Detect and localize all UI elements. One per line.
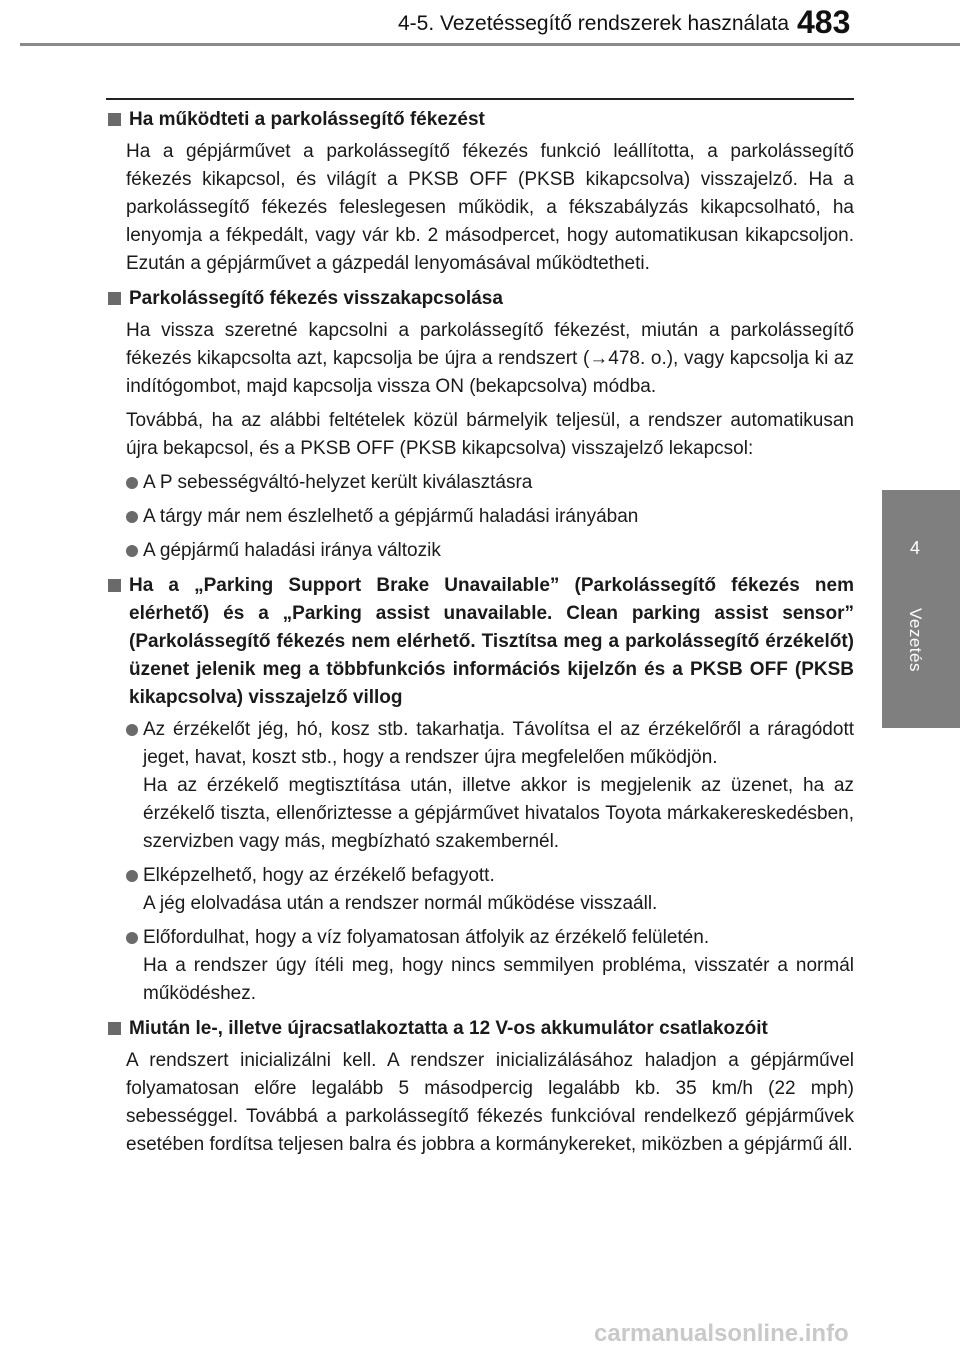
section-battery-reconnect [106, 1015, 854, 1159]
watermark-text: carmanualsonline.info [594, 1320, 849, 1347]
paragraph: Ha vissza szeretné kapcsolni a parkolássegítő fékezést, miután a parkolássegítő fékezés kikapcsolta azt, kapcsolja be újra a rendszert (→478. o.), vagy kapcsolja ki az indítógombot, majd kapcsolja vissza ON (bekapcsolva) módba. [126, 320, 854, 397]
paragraph: Továbbá, ha az alábbi feltételek közül bármelyik teljesül, a rendszer automatikusan újra bekapcsol, és a PKSB OFF (PKSB kikapcsolva) visszajelző lekapcsol: [126, 410, 854, 459]
list-item [126, 537, 854, 565]
section-heading [106, 106, 854, 134]
list-item-line: Ha az érzékelő megtisztítása után, illetve akkor is megjelenik az üzenet, ha az érzékelő tiszta, ellenőriztesse a gépjárművet hivatalos Toyota márkakereskedésben, szervizben vagy más, megbízható szakembernél. [143, 775, 854, 852]
chapter-number: 4 [909, 538, 920, 558]
list-item [126, 924, 854, 1008]
list-item-line: Elképzelhető, hogy az érzékelő befagyott. [143, 865, 495, 886]
list-item-line: Előfordulhat, hogy a víz folyamatosan átfolyik az érzékelő felületén. [143, 927, 710, 948]
section-heading [106, 572, 854, 712]
round-bullet-icon [126, 870, 138, 882]
round-bullet-icon [126, 932, 138, 944]
round-bullet-icon [126, 724, 138, 736]
chapter-side-tab [882, 490, 960, 728]
section-reactivation [106, 285, 854, 565]
list-item-text: A tárgy már nem észlelhető a gépjármű haladási irányában [143, 506, 639, 527]
list-item [126, 716, 854, 856]
square-bullet-icon [108, 113, 121, 126]
section-heading-text: Ha a „Parking Support Brake Unavailable” (Parkolássegítő fékezés nem elérhető) és a „Parking assist unavailable. Clean parking assist sensor” (Parkolássegítő fékezés nem elérhető. Tisztítsa meg a parkolássegítő érzékelőt) üzenet jelenik meg a többfunkciós információs kijelzőn és a PKSB OFF (PKSB kikapcsolva) visszajelző villog [129, 575, 854, 708]
section-heading [106, 285, 854, 313]
paragraph: A rendszert inicializálni kell. A rendszer inicializálásához haladjon a gépjárművel folyamatosan előre legalább 5 másodpercig legalább kb. 35 km/h (22 mph) sebességgel. Továbbá a parkolássegítő fékezés funkcióval rendelkező gépjárművek esetében fordítsa teljesen balra és jobbra a kormánykereket, miközben a gépjármű áll. [126, 1050, 854, 1155]
list-item-text [143, 716, 854, 856]
section-heading-text: Miután le-, illetve újracsatlakoztatta a 12 V-os akkumulátor csatlakozóit [129, 1018, 768, 1039]
section-heading-text: Ha működteti a parkolássegítő fékezést [129, 109, 485, 130]
list-item [126, 469, 854, 497]
list-item-text [143, 924, 854, 1008]
list-item-line: Ha a rendszer úgy ítéli meg, hogy nincs semmilyen probléma, visszatér a normál működéshez. [143, 955, 854, 1004]
list-item-text: A P sebességváltó-helyzet került kiválasztásra [143, 472, 533, 493]
paragraph: Ha a gépjárművet a parkolássegítő fékezés funkció leállította, a parkolássegítő fékezés kikapcsol, és világít a PKSB OFF (PKSB kikapcsolva) visszajelző. Ha a parkolássegítő fékezés feleslegesen működik, a fékszabályzás kikapcsolható, ha lenyomja a fékpedált, vagy vár kb. 2 másodpercet, hogy automatikusan kikapcsoljon. Ezután a gépjárművet a gázpedál lenyomásával működtetheti. [126, 141, 854, 274]
header-divider [20, 43, 960, 46]
page-content [106, 106, 854, 1166]
section-heading-text: Parkolássegítő fékezés visszakapcsolása [129, 288, 503, 309]
section-unavailable-message [106, 572, 854, 1008]
list-item-line: A jég elolvadása után a rendszer normál működése visszaáll. [143, 893, 658, 914]
square-bullet-icon [108, 1022, 121, 1035]
running-header-title: 4-5. Vezetéssegítő rendszerek használata [398, 12, 790, 35]
square-bullet-icon [108, 579, 121, 592]
round-bullet-icon [126, 511, 138, 523]
list-item-text [143, 862, 854, 918]
round-bullet-icon [126, 545, 138, 557]
chapter-label: Vezetés [906, 608, 925, 672]
list-item-line: Az érzékelőt jég, hó, kosz stb. takarhatja. Távolítsa el az érzékelőről a ráragódott jeget, havat, koszt stb., hogy a rendszer újra megfelelően működjön. [143, 719, 854, 768]
round-bullet-icon [126, 477, 138, 489]
content-divider [106, 98, 854, 100]
section-heading [106, 1015, 854, 1043]
list-item-text: A gépjármű haladási iránya változik [143, 540, 441, 561]
page-number: 483 [797, 4, 851, 40]
list-item [126, 503, 854, 531]
section-parking-brake-operation [106, 106, 854, 278]
square-bullet-icon [108, 292, 121, 305]
list-item [126, 862, 854, 918]
